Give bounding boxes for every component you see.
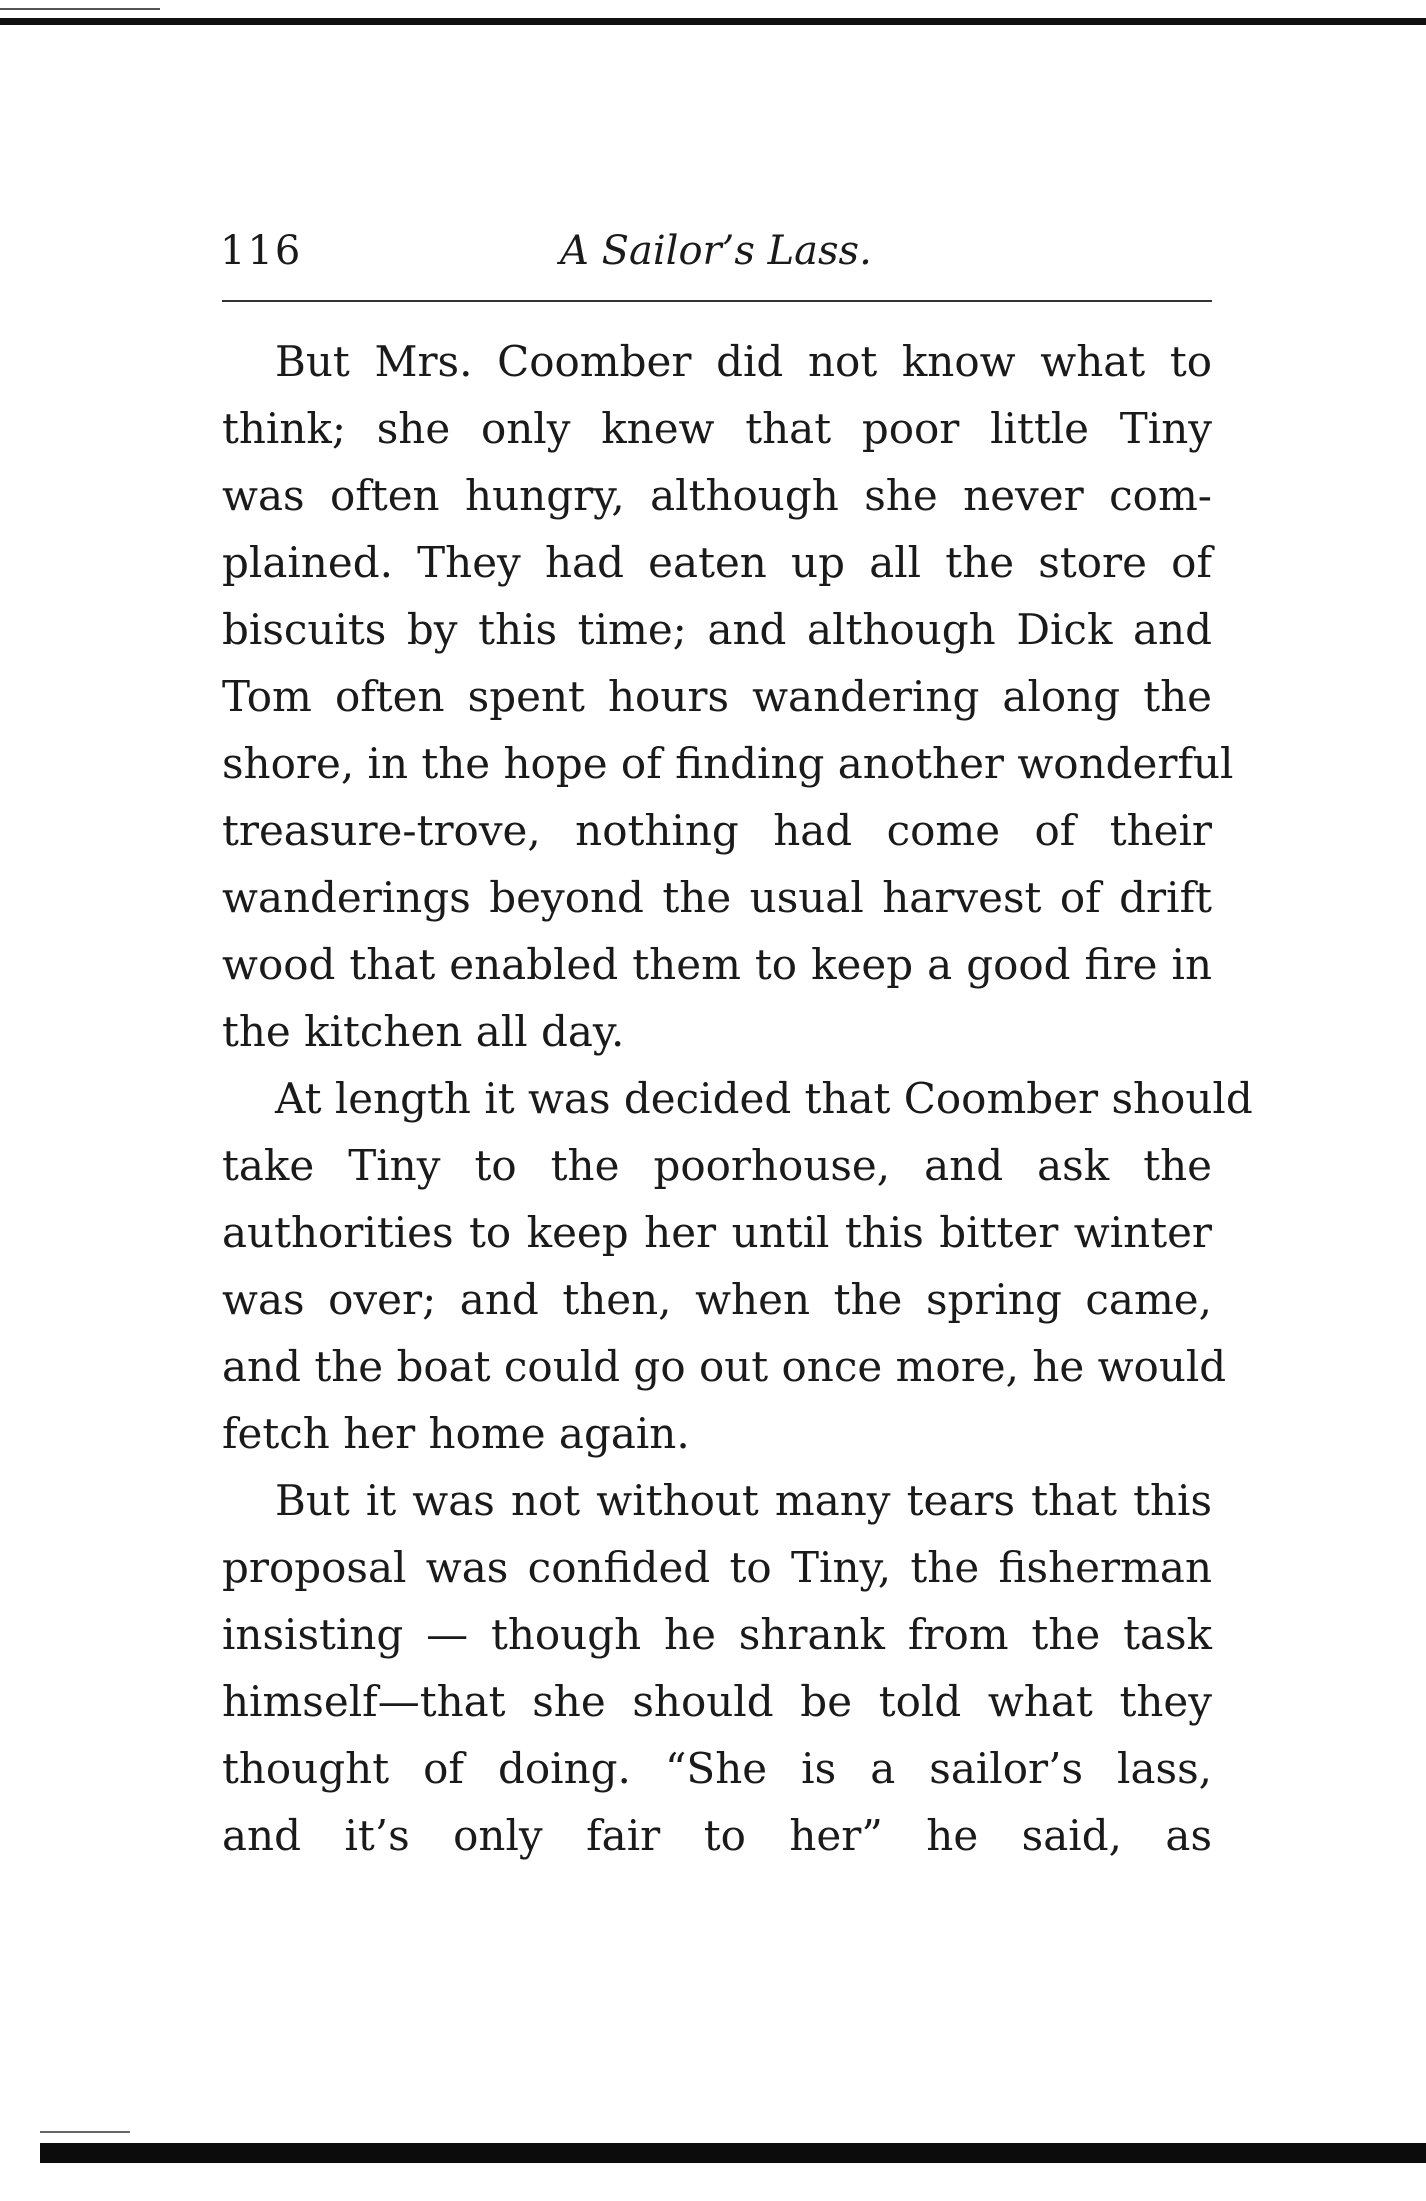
bottom-edge-thin-rule: [40, 2131, 130, 2133]
text-line: At length it was decided that Coomber should: [275, 1074, 1253, 1123]
paragraph: [222, 1467, 1212, 1869]
text-line: But Mrs. Coomber did not know what to: [275, 337, 1212, 386]
text-line: authorities to keep her until this bitter winter: [222, 1208, 1212, 1257]
bottom-edge-rule: [40, 2143, 1426, 2163]
text-line: himself—that she should be told what they: [222, 1677, 1212, 1726]
page-number: 116: [220, 228, 303, 274]
text-line: proposal was confided to Tiny, the fisherman: [222, 1543, 1212, 1592]
text-line: think; she only knew that poor little Tiny: [222, 404, 1212, 453]
text-line: thought of doing. “She is a sailor’s lass,: [222, 1744, 1212, 1793]
top-edge-rule: [0, 18, 1426, 25]
body-text: [222, 328, 1253, 1869]
text-line: was over; and then, when the spring came,: [222, 1275, 1212, 1324]
text-line: shore, in the hope of finding another wonderful: [222, 739, 1234, 788]
text-line: insisting — though he shrank from the task: [222, 1610, 1212, 1659]
page-header: [220, 228, 1215, 288]
running-title: A Sailor’s Lass.: [560, 228, 872, 274]
text-line: wanderings beyond the usual harvest of drift: [222, 873, 1212, 922]
text-line: the kitchen all day.: [222, 1007, 625, 1056]
text-line: wood that enabled them to keep a good fire in: [222, 940, 1212, 989]
paragraph: [222, 1065, 1253, 1467]
text-line: biscuits by this time; and although Dick and: [222, 605, 1212, 654]
text-line: plained. They had eaten up all the store of: [222, 538, 1212, 587]
top-edge-thin-rule: [0, 8, 160, 10]
text-line: treasure-trove, nothing had come of their: [222, 806, 1212, 855]
text-line: But it was not without many tears that this: [275, 1476, 1212, 1525]
text-line: and it’s only fair to her” he said, as: [222, 1811, 1212, 1860]
paragraph: [222, 328, 1234, 1065]
text-line: Tom often spent hours wandering along the: [222, 672, 1212, 721]
text-line: and the boat could go out once more, he would: [222, 1342, 1227, 1391]
text-line: fetch her home again.: [222, 1409, 690, 1458]
header-rule: [222, 300, 1212, 302]
text-line: was often hungry, although she never com-: [222, 471, 1212, 520]
text-line: take Tiny to the poorhouse, and ask the: [222, 1141, 1212, 1190]
